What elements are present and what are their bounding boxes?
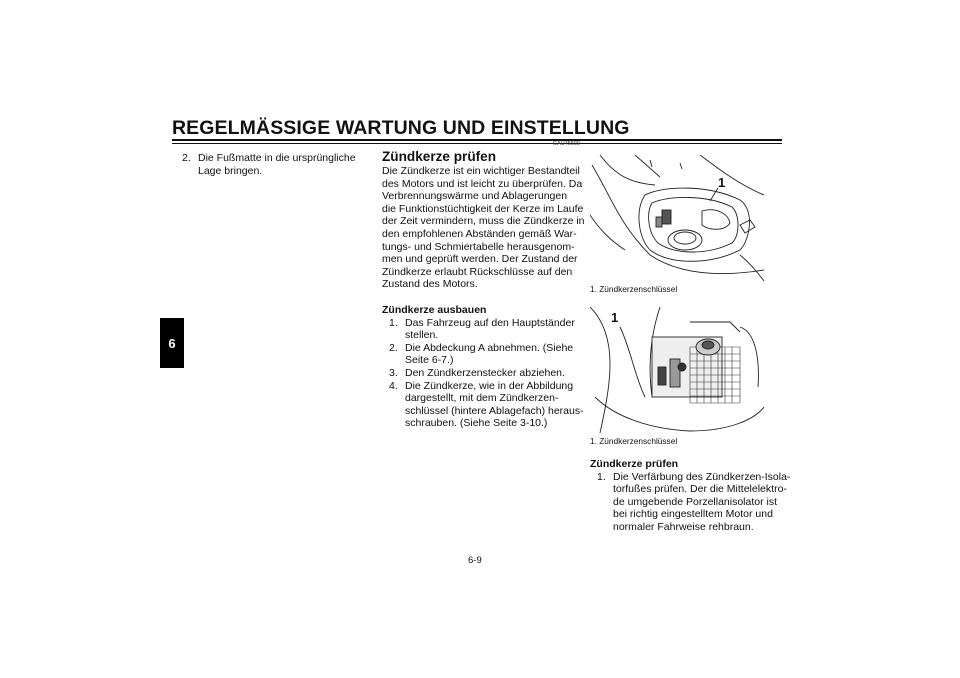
text-line: bei richtig eingestelltem Motor und <box>613 508 773 521</box>
figure-caption: 1. Zündkerzenschlüssel <box>590 436 678 446</box>
text-line: Die Fußmatte in die ursprüngliche <box>198 152 356 164</box>
text-line: men und geprüft werden. Der Zustand der <box>382 253 578 266</box>
list-number: 1. <box>597 470 606 483</box>
list-text <box>405 380 584 430</box>
text-line: des Motors und ist leicht zu überprüfen. Da <box>382 177 583 190</box>
text-line: Zündkerze erlaubt Rückschlüsse auf den <box>382 265 573 278</box>
text-line: Das Fahrzeug auf den Hauptständer <box>405 316 575 329</box>
list-item <box>389 342 580 367</box>
text-line: Zustand des Motors. <box>382 278 478 291</box>
check-title: Zündkerze prüfen <box>590 458 679 470</box>
text-line: de umgebende Porzellanisolator ist <box>613 495 778 508</box>
list-item <box>389 379 584 430</box>
spark-plug-area-illustration <box>590 307 764 433</box>
list-number: 2. <box>389 341 398 354</box>
list-text <box>405 317 580 342</box>
text-line: tungs- und Schmiertabelle herausgenom- <box>382 240 575 253</box>
text-line: torfußes prüfen. Der die Mittelelektro- <box>613 483 787 496</box>
text-line: Die Abdeckung A abnehmen. (Siehe <box>405 341 574 354</box>
list-number: 1. <box>389 316 398 329</box>
list-text <box>613 471 790 534</box>
removal-title: Zündkerze ausbauen <box>382 303 487 316</box>
list-number: 2. <box>182 152 191 164</box>
column-left <box>182 152 367 177</box>
figure-caption: 1. Zündkerzenschlüssel <box>590 284 678 294</box>
section-title: Zündkerze prüfen <box>382 149 497 164</box>
text-line: schrauben. (Siehe Seite 3-10.) <box>405 417 548 430</box>
figure-spark-plug-area <box>590 307 764 433</box>
text-line: Die Zündkerze ist ein wichtiger Bestandteil <box>382 165 580 177</box>
text-line: Lage bringen. <box>198 164 263 177</box>
chapter-number: 6 <box>168 335 176 351</box>
list-item <box>389 367 580 380</box>
text-line: Die Verfärbung des Zündkerzen-Isola- <box>613 470 791 483</box>
text-line: Seite 6-7.) <box>405 354 454 367</box>
text-line: normaler Fahrweise rehbraun. <box>613 520 754 533</box>
figure-callout: 1 <box>718 175 726 190</box>
text-line: der Zeit vermindern, muss die Zündkerze in <box>382 215 585 228</box>
storage-compartment-illustration <box>590 155 764 281</box>
text-line: den empfohlenen Abständen gemäß War- <box>382 227 577 240</box>
text-line: Die Zündkerze, wie in der Abbildung <box>405 379 574 392</box>
column-right <box>590 155 791 534</box>
list-item <box>597 470 791 534</box>
text-line: schlüssel (hintere Ablagefach) heraus- <box>405 404 584 417</box>
list-text <box>198 152 367 177</box>
section-code: GAU45590 <box>552 141 580 147</box>
text-line: die Funktionstüchtigkeit der Kerze im Laufe <box>382 202 584 215</box>
figure-callout: 1 <box>611 310 619 325</box>
chapter-tab[interactable] <box>160 318 184 368</box>
page-title: REGELMÄSSIGE WARTUNG UND EINSTELLUNG <box>172 117 630 139</box>
check-steps <box>590 470 791 534</box>
text-line: Verbrennungswärme und Ablagerungen <box>382 190 568 203</box>
list-item <box>389 317 580 342</box>
page-number: 6-9 <box>468 555 482 566</box>
text-line: dargestellt, mit dem Zündkerzen- <box>405 392 559 405</box>
removal-steps <box>382 316 584 430</box>
figure-storage-compartment <box>590 155 764 281</box>
list-text <box>405 342 580 367</box>
list-number: 3. <box>389 366 398 379</box>
text-line: Den Zündkerzenstecker abziehen. <box>405 366 565 379</box>
column-middle <box>382 141 585 430</box>
list-item <box>182 152 367 177</box>
list-number: 4. <box>389 379 398 392</box>
text-line: stellen. <box>405 329 439 342</box>
list-text <box>405 367 580 380</box>
intro-paragraph <box>382 165 585 291</box>
